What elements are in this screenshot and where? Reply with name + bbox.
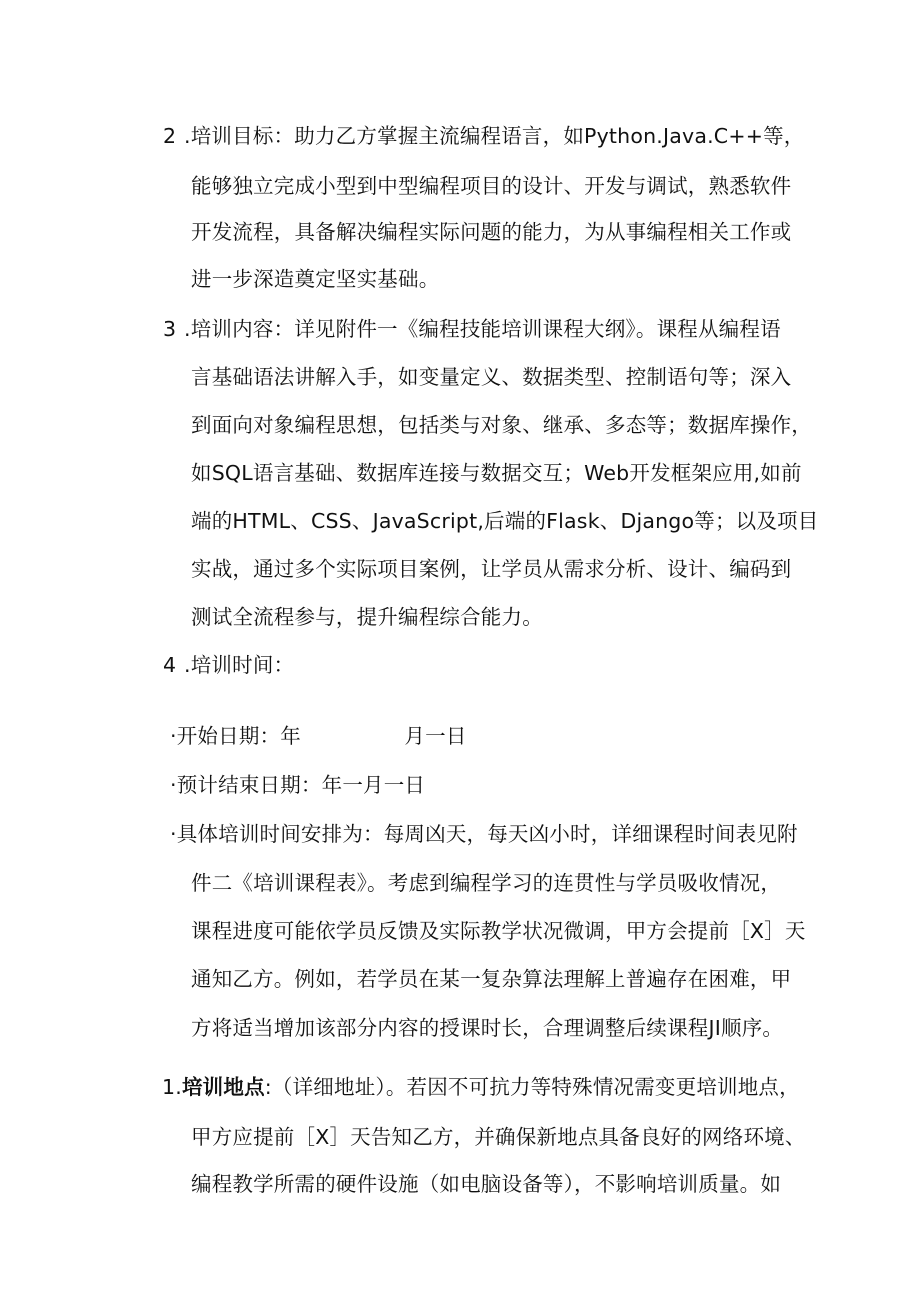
- paragraph-line: .培训时间：: [184, 653, 295, 677]
- paragraph-line: 到面向对象编程思想，包括类与对象、继承、多态等；数据库操作，: [191, 413, 812, 437]
- paragraph-line: 言基础语法讲解入手，如变量定义、数据类型、控制语句等；深入: [191, 365, 792, 389]
- schedule-item: ·具体培训时间安排为：每周凶天，每天凶小时，详细课程时间表见附: [170, 822, 798, 846]
- section-number: 3: [163, 317, 177, 341]
- location-first-line: [162, 1072, 800, 1102]
- paragraph-line: 件二《培训课程表》。考虑到编程学习的连贯性与学员吸收情况，: [191, 871, 782, 895]
- paragraph-line: .培训内容：详见附件一《编程技能培训课程大纲》。课程从编程语: [184, 317, 781, 341]
- location-text: :（详细地址）。若因不可抗力等特殊情况需变更培训地点，: [264, 1075, 800, 1099]
- section-number: 4: [163, 653, 177, 677]
- paragraph-line: 甲方应提前［X］天告知乙方，并确保新地点具备良好的网络环境、: [191, 1125, 806, 1149]
- end-date-item: ·预计结束日期：年一月一日: [170, 773, 426, 797]
- paragraph-line: 进一步深造奠定坚实基础。: [191, 267, 440, 291]
- start-date-item: ·开始日期：年 月一日: [170, 724, 467, 748]
- section-number: 2: [163, 124, 177, 148]
- paragraph-line: 通知乙方。例如，若学员在某一复杂算法理解上普遍存在困难，甲: [191, 967, 792, 991]
- paragraph-line: 开发流程，具备解决编程实际问题的能力，为从事编程相关工作或: [191, 220, 792, 244]
- paragraph-line: 课程进度可能依学员反馈及实际教学状况微调，甲方会提前［X］天: [191, 919, 806, 943]
- location-title: 培训地点: [181, 1075, 265, 1099]
- paragraph-line: 测试全流程参与，提升编程综合能力。: [191, 605, 543, 629]
- paragraph-line: .培训目标：助力乙方掌握主流编程语言，如Python.Java.C++等，: [184, 124, 805, 148]
- paragraph-line: 能够独立完成小型到中型编程项目的设计、开发与调试，熟悉软件: [191, 174, 792, 198]
- paragraph-line: 实战，通过多个实际项目案例，让学员从需求分析、设计、编码到: [191, 557, 792, 581]
- paragraph-line: 端的HTML、CSS、JavaScript,后端的Flask、Django等；以及项目: [191, 509, 819, 533]
- paragraph-line: 如SQL语言基础、数据库连接与数据交互；Web开发框架应用,如前: [191, 461, 802, 485]
- paragraph-line: 方将适当增加该部分内容的授课时长，合理调整后续课程JI顺序。: [191, 1016, 784, 1040]
- paragraph-line: 编程教学所需的硬件设施（如电脑设备等），不影响培训质量。如: [191, 1172, 782, 1196]
- section-number: 1.: [162, 1075, 182, 1099]
